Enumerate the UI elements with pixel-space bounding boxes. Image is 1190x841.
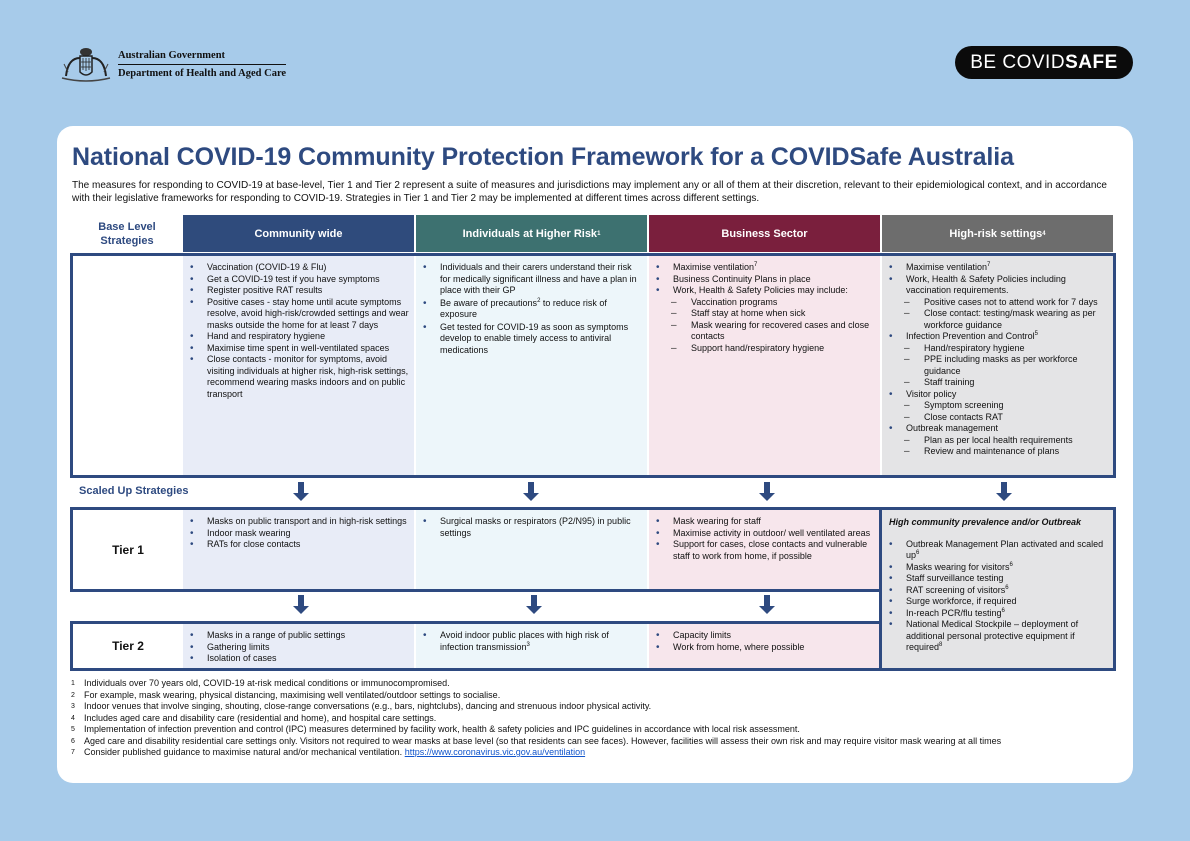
footnote: 7 Consider published guidance to maximise natural and/or mechanical ventilation. https://www.coronavirus.vic.gov.au/ventilation <box>71 747 586 757</box>
tier2-label: Tier 2 <box>112 639 144 653</box>
header-high-risk: High-risk settings 4 <box>882 215 1113 252</box>
list-item: • Mask wearing for staff <box>649 516 877 528</box>
list-item: • Infection Prevention and Control$^5$ <box>882 331 1110 343</box>
be-covidsafe-badge: BE COVIDSAFE <box>955 46 1133 79</box>
list-item: • Positive cases - stay home until acute symptoms resolve, avoid high-risk/crowded settings and wear masks outside the home for at least 7 days <box>183 297 411 332</box>
header-community-wide: Community wide <box>183 215 414 252</box>
sub-list-item: – Symptom screening <box>882 400 1110 412</box>
list-item: • In-reach PCR/flu testing$^6$ <box>882 608 1110 620</box>
footnote: 5 Implementation of infection prevention and control (IPC) measures determined by facility work, health & safety policies and IPC guidelines in accordance with local risk assessment. <box>71 724 800 734</box>
base-business-cell <box>649 262 877 354</box>
page-title: National COVID-19 Community Protection Framework for a COVIDSafe Australia <box>72 143 1014 171</box>
list-item: • Work, Health & Safety Policies including vaccination requirements. <box>882 274 1110 297</box>
list-item: • Visitor policy <box>882 389 1110 401</box>
scaled-up-label: Scaled Up Strategies <box>79 485 189 497</box>
department-name: Department of Health and Aged Care <box>118 67 287 79</box>
list-item: • Isolation of cases <box>183 653 411 665</box>
list-item: • Maximise time spent in well-ventilated spaces <box>183 343 411 355</box>
list-item: • Register positive RAT results <box>183 285 411 297</box>
list-item: • Maximise activity in outdoor/ well ventilated areas <box>649 528 877 540</box>
sub-list-item: – Review and maintenance of plans <box>882 446 1110 458</box>
sub-list-item: – Close contact: testing/mask wearing as per workforce guidance <box>882 308 1110 331</box>
header-individuals: Individuals at Higher Risk 1 <box>416 215 647 252</box>
footnote: 2 For example, mask wearing, physical distancing, maximising well ventilated/outdoor settings to socialise. <box>71 689 501 700</box>
sub-list-item: – Staff stay at home when sick <box>649 308 877 320</box>
list-item: • Close contacts - monitor for symptoms, avoid visiting individuals at higher risk, high-risk settings, recommend wearing masks indoors and on public transport <box>183 354 411 400</box>
tier1-business-cell <box>649 516 877 562</box>
list-item: • Staff surveillance testing <box>882 573 1110 585</box>
base-individuals-cell <box>416 262 644 356</box>
list-item: • Avoid indoor public places with high risk of infection transmission$^3$ <box>416 630 644 653</box>
list-item: • Maximise ventilation$^7$ <box>649 262 877 274</box>
sub-list-item: – Positive cases not to attend work for 7 days <box>882 297 1110 309</box>
tier1-community-cell <box>183 516 411 551</box>
list-item: • Outbreak management <box>882 423 1110 435</box>
government-logo <box>58 42 286 86</box>
sub-list-item: – Mask wearing for recovered cases and close contacts <box>649 320 877 343</box>
list-item: • Masks on public transport and in high-risk settings <box>183 516 411 528</box>
base-community-cell <box>183 262 411 400</box>
coat-of-arms-icon <box>58 42 114 86</box>
sub-list-item: – Close contacts RAT <box>882 412 1110 424</box>
base-level-label: Base Level Strategies <box>98 221 156 247</box>
sub-list-item: – Vaccination programs <box>649 297 877 309</box>
list-item: • Capacity limits <box>649 630 877 642</box>
highrisk-scaled-cell <box>882 517 1110 654</box>
ventilation-link[interactable]: https://www.coronavirus.vic.gov.au/ventilation <box>404 747 586 757</box>
intro-text: The measures for responding to COVID-19 at base-level, Tier 1 and Tier 2 represent a suite of measures and jurisdictions may implement any or all of them at their discretion, relevant to their epidemiological context, and in accordance with their legislative frameworks for responding to COVID-19. Strategies in Tier 1 and Tier 2 may be implemented at different times across different settings. <box>72 180 1107 204</box>
list-item: • Support for cases, close contacts and vulnerable staff to work from home, if possible <box>649 539 877 562</box>
list-item: • Business Continuity Plans in place <box>649 274 877 286</box>
list-item: • Be aware of precautions$^2$ to reduce risk of exposure <box>416 298 644 321</box>
footnote: 1 Individuals over 70 years old, COVID-19 at-risk medical conditions or immunocompromised. <box>71 678 450 688</box>
sub-list-item: – Support hand/respiratory hygiene <box>649 343 877 355</box>
sub-list-item: – Staff training <box>882 377 1110 389</box>
base-highrisk-cell <box>882 262 1110 458</box>
footnotes <box>71 678 1001 759</box>
tier2-business-cell <box>649 630 877 653</box>
sub-list-item: – PPE including masks as per workforce guidance <box>882 354 1110 377</box>
tier2-community-cell <box>183 630 411 665</box>
list-item: • Work, Health & Safety Policies may include: <box>649 285 877 297</box>
tier1-label: Tier 1 <box>112 542 144 557</box>
footnote: 3 Indoor venues that involve singing, shouting, close-range conversations (e.g., bars, nightclubs), dancing and strenuous indoor physical activity. <box>71 701 652 711</box>
sub-list-item: – Hand/respiratory hygiene <box>882 343 1110 355</box>
list-item: • Surgical masks or respirators (P2/N95) in public settings <box>416 516 644 539</box>
tier1-individuals-cell <box>416 516 644 539</box>
framework-card <box>57 126 1133 783</box>
footnote: 4 Includes aged care and disability care (residential and home), and hospital care settings. <box>71 712 437 723</box>
list-item: • Vaccination (COVID-19 & Flu) <box>183 262 411 274</box>
list-item: • Hand and respiratory hygiene <box>183 331 411 343</box>
list-item: • Indoor mask wearing <box>183 528 411 540</box>
list-item: • Masks wearing for visitors$^6$ <box>882 562 1110 574</box>
list-item: • National Medical Stockpile – deployment of additional personal protective equipment if required$^8$ <box>882 619 1110 654</box>
footnote: 6 Aged care and disability residential care settings only. Visitors not required to wear masks at base level (so that residents can see faces). However, facilities will assess their own risk and may require visitor mask wearing at all times <box>71 735 1002 746</box>
tier2-individuals-cell <box>416 630 644 653</box>
list-item: • Surge workforce, if required <box>882 596 1110 608</box>
list-item: • RAT screening of visitors$^6$ <box>882 585 1110 597</box>
gov-name: Australian Government <box>118 49 286 65</box>
sub-list-item: – Plan as per local health requirements <box>882 435 1110 447</box>
list-item: • RATs for close contacts <box>183 539 411 551</box>
list-item: • Individuals and their carers understand their risk for medically significant illness and have a plan in place with their GP <box>416 262 644 297</box>
list-item: • Gathering limits <box>183 642 411 654</box>
highrisk-scaled-title: High community prevalence and/or Outbreak <box>889 517 1082 527</box>
list-item: • Maximise ventilation$^7$ <box>882 262 1110 274</box>
list-item: • Get a COVID-19 test if you have symptoms <box>183 274 411 286</box>
header-business: Business Sector <box>649 215 880 252</box>
list-item: • Work from home, where possible <box>649 642 877 654</box>
list-item: • Masks in a range of public settings <box>183 630 411 642</box>
list-item: • Outbreak Management Plan activated and scaled $up^6$ <box>882 539 1110 562</box>
list-item: • Get tested for COVID-19 as soon as symptoms develop to enable timely access to antiviral medications <box>416 322 644 357</box>
